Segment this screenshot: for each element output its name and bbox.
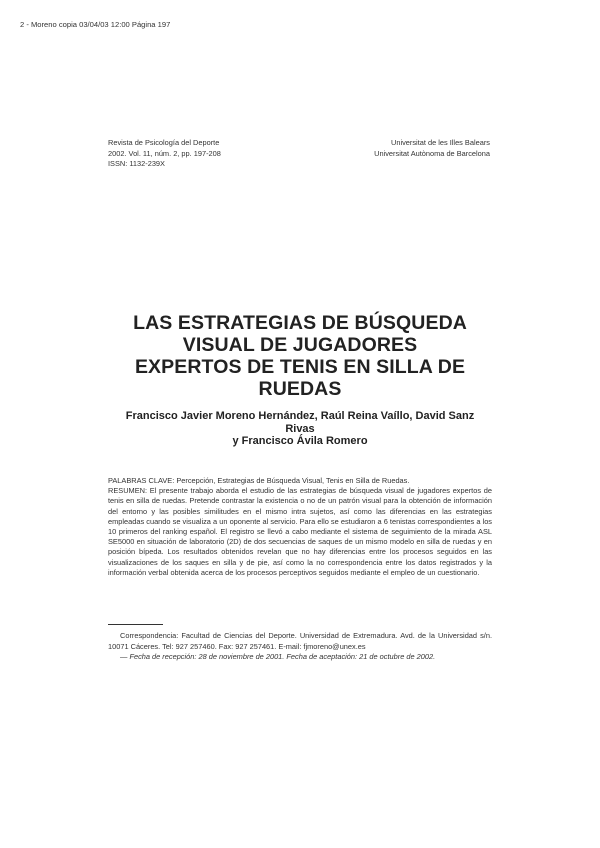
journal-name: Revista de Psicología del Deporte (108, 138, 220, 147)
title-line: EXPERTOS DE TENIS EN SILLA DE (134, 356, 466, 378)
publisher-2: Universitat Autònoma de Barcelona (374, 148, 490, 158)
title-line: RUEDAS (258, 378, 342, 400)
publisher-1: Universitat de les Illes Balears (391, 138, 490, 147)
footnote-divider (108, 624, 163, 625)
print-slug-line: 2 - Moreno copia 03/04/03 12:00 Página 197 (20, 20, 171, 29)
submission-dates: — Fecha de recepción: 28 de noviembre de 2001. Fecha de aceptación: 21 de octubre de 2002. (120, 652, 436, 661)
abstract-block (108, 476, 492, 578)
journal-volume: 2002. Vol. 11, núm. 2, pp. 197-208 (108, 148, 221, 158)
article-title (90, 312, 510, 400)
journal-header (108, 138, 221, 170)
abstract-text: RESUMEN: El presente trabajo aborda el estudio de las estrategias de búsqueda visual de jugadores expertos de tenis en silla de ruedas. Pretende contrastar la existencia o no de un patrón visual para la obtención de información del entorno y las posibles similitudes en el mismo intra sujetos, así como las diferencias en las estrategias empleadas cuando se visualiza a un oponente al servicio. Para ello se estudiaron a 6 tenistas correspondientes a los 10 primeros del ranking español. El registro se llevó a cabo mediante el sistema de seguimiento de la mirada ASL SE5000 en situación de laboratorio (2D) de dos secuencias de saques de un mismo modelo en silla de ruedas y en posición bípeda. Los resultados obtenidos revelan que no hay diferencias entre los procesos seguidos en las visualizaciones de los saques en silla y de pie, así como la no correspondencia entre los datos registrados y la información verbal obtenida acerca de los procesos perceptivos seguidos mediante el empleo de un cuestionario. (108, 486, 492, 577)
correspondence-note: Correspondencia: Facultad de Ciencias del Deporte. Universidad de Extremadura. Avd. de la Universidad s/n. 10071 Cáceres. Tel: 927 257460. Fax: 927 257461. E-mail: fjmoreno@unex.es (108, 631, 492, 651)
article-authors (100, 410, 500, 448)
authors-line: Rivas (285, 422, 315, 435)
authors-line: y Francisco Ávila Romero (232, 435, 368, 447)
publisher-header (374, 138, 490, 159)
authors-line: Francisco Javier Moreno Hernández, Raúl Reina Vaíllo, David Sanz (125, 410, 475, 422)
keywords: PALABRAS CLAVE: Percepción, Estrategias de Búsqueda Visual, Tenis en Silla de Ruedas. (108, 476, 410, 485)
journal-issn: ISSN: 1132-239X (108, 159, 165, 168)
footnote (108, 631, 492, 663)
title-line: VISUAL DE JUGADORES (182, 334, 418, 356)
title-line: LAS ESTRATEGIAS DE BÚSQUEDA (133, 312, 467, 334)
